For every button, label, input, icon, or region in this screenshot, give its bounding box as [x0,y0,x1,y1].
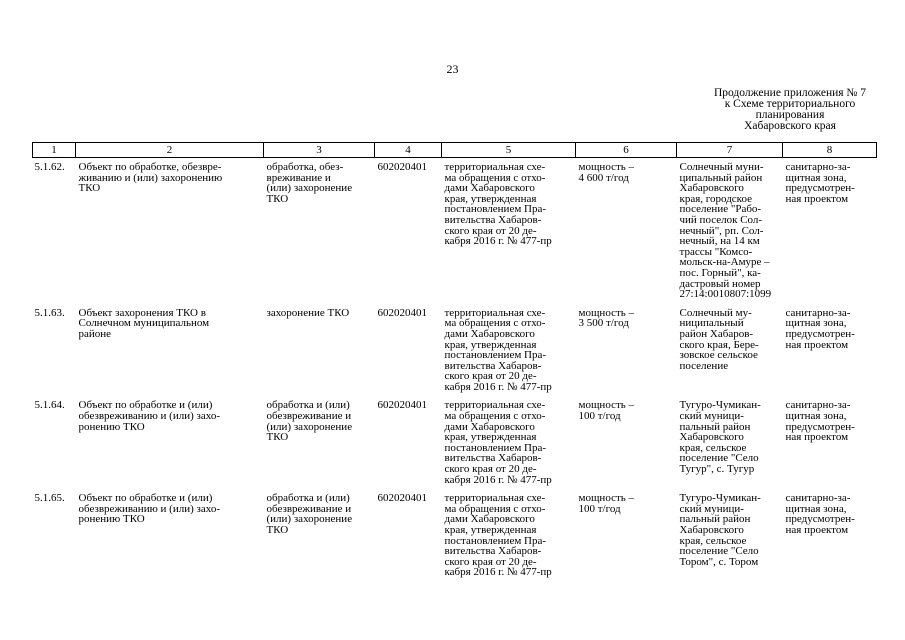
object-capacity: мощность – 4 600 т/год [578,161,635,184]
object-location: Солнечный му- ниципальный район Хабаров- ского края, Бере- зовское сельское поселение [679,306,759,372]
object-name: Объект захоронения ТКО в Солнечном муниципальном районе [78,306,210,340]
object-code: 602020401 [377,161,427,173]
zone-type: санитарно-за- щитная зона, предусмотрен- ная проектом [785,492,855,536]
basis-document: территориальная схе- ма обращения с отхо- дами Хабаровского края, утвержденная постановлением Пра- вительства Хабаров- ского края от 20 де- кабря 2016 г. № 477-пр [444,399,552,486]
basis-document: территориальная схе- ма обращения с отхо- дами Хабаровского края, утвержденная постановлением Пра- вительства Хабаров- ского края от 20 де- кабря 2016 г. № 477-пр [444,492,552,579]
table-header-row [33,143,877,158]
zone-type: санитарно-за- щитная зона, предусмотрен- ная проектом [785,161,855,205]
objects-table [32,142,877,582]
object-purpose: обработка и (или) обезвреживание и (или) захоронение ТКО [266,399,353,444]
object-name: Объект по обработке и (или) обезвреживанию и (или) захо- ронению ТКО [78,492,220,526]
column-header: 1 [33,143,76,158]
row-number: 5.1.62. [34,161,65,173]
row-number: 5.1.65. [34,492,65,505]
object-purpose: обработка, обез- вреживание и (или) захоронение ТКО [266,161,353,205]
page-number: 23 [446,62,459,76]
object-capacity: мощность – 100 т/год [578,399,635,423]
column-header: 2 [76,143,264,158]
header-note-line: к Схеме территориального [724,98,856,110]
table-row [33,489,877,582]
object-code: 602020401 [377,399,427,412]
table-row [33,304,877,397]
header-note-line: Продолжение приложения № 7 [713,87,867,99]
header-note-line: Хабаровского края [744,120,836,132]
appendix-header-note [690,88,890,132]
object-location: Тугуро-Чумикан- ский муници- пальный район Хабаровского края, сельское поселение "Село Тором", с. Тором [679,492,761,568]
zone-type: санитарно-за- щитная зона, предусмотрен- ная проектом [785,399,855,444]
row-number: 5.1.64. [34,399,65,412]
column-header: 3 [264,143,375,158]
basis-document: территориальная схе- ма обращения с отхо- дами Хабаровского края, утвержденная постановлением Пра- вительства Хабаров- ского края от 20 де- кабря 2016 г. № 477-пр [444,306,552,393]
column-header: 5 [442,143,576,158]
object-purpose: обработка и (или) обезвреживание и (или) захоронение ТКО [266,492,353,536]
object-location: Солнечный муни- ципальный район Хабаровского края, городское поселение "Рабо- чий поселок Сол- нечный", рп. Сол- нечный, на 14 км трассы "Комсо- мольск-на-Амуре – пос. Горный", ка- дастровый номер 27:14:0010807:1099 [679,161,772,301]
column-header: 4 [375,143,442,158]
object-location: Тугуро-Чумикан- ский муници- пальный район Хабаровского края, сельское поселение "Село Тугур", с. Тугур [679,399,761,476]
table-row [33,158,877,304]
zone-type: санитарно-за- щитная зона, предусмотрен- ная проектом [785,306,855,351]
object-name: Объект по обработке, обезвре- живанию и (или) захоронению ТКО [78,161,223,195]
column-header: 7 [677,143,783,158]
object-capacity: мощность – 100 т/год [578,492,635,515]
object-name: Объект по обработке и (или) обезвреживанию и (или) захо- ронению ТКО [78,399,220,433]
object-code: 602020401 [377,306,427,319]
object-capacity: мощность – 3 500 т/год [578,306,635,330]
table-row [33,396,877,489]
column-header: 6 [576,143,677,158]
object-code: 602020401 [377,492,427,505]
column-header: 8 [783,143,877,158]
basis-document: территориальная схе- ма обращения с отхо- дами Хабаровского края, утвержденная постановлением Пра- вительства Хабаров- ского края от 20 де- кабря 2016 г. № 477-пр [444,161,552,248]
object-purpose: захоронение ТКО [266,306,350,319]
header-note-line: планирования [755,109,825,121]
row-number: 5.1.63. [34,306,65,319]
